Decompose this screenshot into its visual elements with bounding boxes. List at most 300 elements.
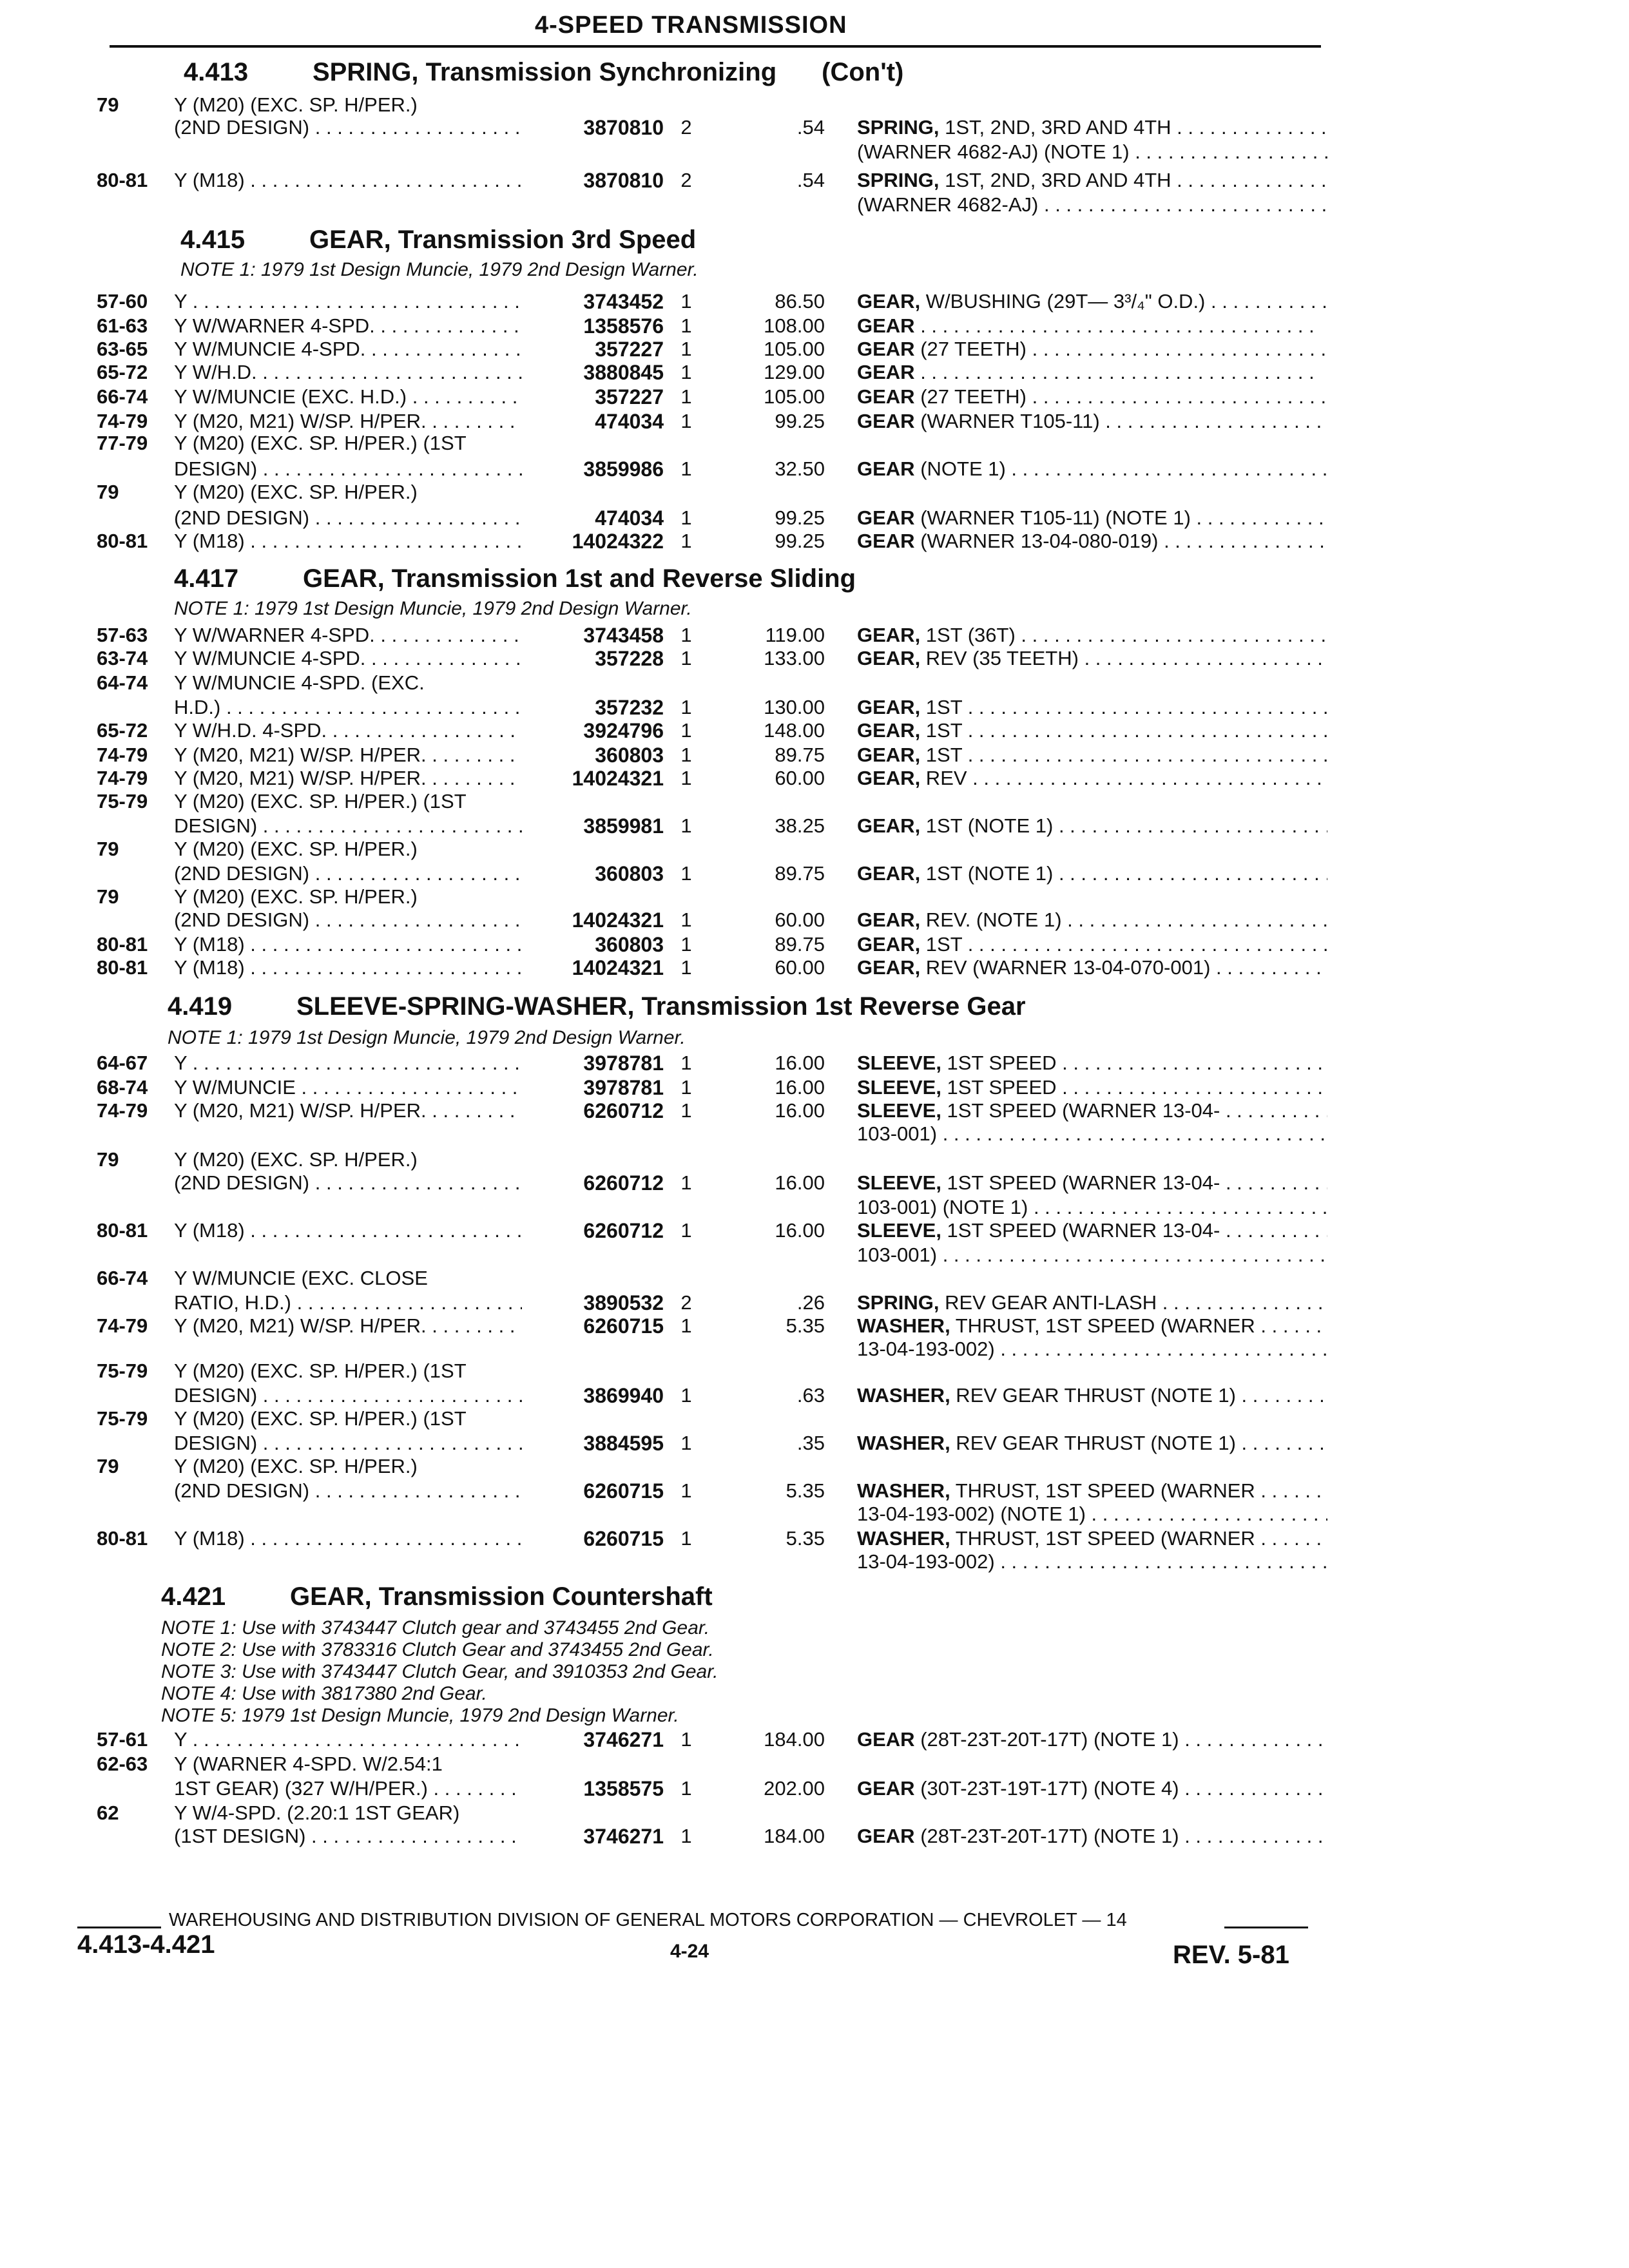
part-number: 14024321 <box>572 956 664 979</box>
application: Y W/MUNCIE . . . <box>174 1076 522 1099</box>
year-range: 79 <box>97 1455 119 1477</box>
application: (2ND DESIGN) . . . <box>174 506 522 530</box>
part-line <box>0 506 1629 532</box>
description: GEAR, REV (WARNER 13-04-070-001) . . . <box>857 956 1327 979</box>
part-number: 3890532 <box>583 1291 664 1314</box>
price: 5.35 <box>786 1527 825 1550</box>
application: Y (M20, M21) W/SP. H/PER. . . . <box>174 1099 522 1122</box>
price: 32.50 <box>775 457 825 480</box>
quantity: 1 <box>680 385 692 408</box>
part-line <box>0 193 1629 219</box>
application: Y W/MUNCIE 4-SPD. . . . <box>174 338 522 361</box>
part-number: 357227 <box>595 338 664 361</box>
part-line <box>0 290 1629 316</box>
section-4-419-heading <box>168 992 1026 1021</box>
application: (2ND DESIGN) . . . <box>174 908 522 932</box>
part-line <box>0 624 1629 649</box>
year-range: 66-74 <box>97 385 148 408</box>
application: Y (M20) (EXC. SP. H/PER.) <box>174 1148 418 1171</box>
part-line <box>0 1314 1629 1340</box>
description: 13-04-193-002) . . . <box>857 1338 1327 1361</box>
application: Y W/MUNCIE (EXC. H.D.) . . . <box>174 385 522 408</box>
part-line <box>0 1503 1629 1528</box>
section-note: NOTE 1: 1979 1st Design Muncie, 1979 2nd Design Warner. <box>168 1027 686 1048</box>
part-line <box>0 885 1629 911</box>
section-number: 4.417 <box>174 564 239 593</box>
part-line <box>0 116 1629 142</box>
year-range: 75-79 <box>97 1360 148 1382</box>
part-line <box>0 1384 1629 1410</box>
footer-page-number: 4-24 <box>670 1941 709 1962</box>
description: 103-001) . . . <box>857 1122 1327 1146</box>
price: .63 <box>796 1384 825 1407</box>
part-line <box>0 1479 1629 1505</box>
price: 184.00 <box>764 1825 825 1847</box>
part-line <box>0 481 1629 506</box>
part-line <box>0 647 1629 673</box>
description: 13-04-193-002) (NOTE 1) . . . <box>857 1503 1327 1526</box>
application: Y (M20, M21) W/SP. H/PER. . . . <box>174 1314 522 1338</box>
year-range: 63-65 <box>97 338 148 360</box>
application: Y . . . <box>174 1728 522 1751</box>
quantity: 1 <box>680 1219 692 1242</box>
description: GEAR, 1ST . . . <box>857 744 1327 767</box>
part-line <box>0 1148 1629 1174</box>
section-note: NOTE 1: 1979 1st Design Muncie, 1979 2nd Design Warner. <box>180 259 699 280</box>
description: GEAR (27 TEETH) . . . <box>857 385 1327 408</box>
application: (2ND DESIGN) . . . <box>174 1479 522 1503</box>
section-number: 4.419 <box>168 992 233 1021</box>
price: 16.00 <box>775 1076 825 1099</box>
description: GEAR (WARNER T105-11) . . . <box>857 410 1327 433</box>
section-note: NOTE 5: 1979 1st Design Muncie, 1979 2nd Design Warner. <box>161 1705 679 1726</box>
application: Y (M20, M21) W/SP. H/PER. . . . <box>174 767 522 790</box>
application: Y (M20) (EXC. SP. H/PER.) (1ST <box>174 790 467 812</box>
price: .35 <box>796 1432 825 1454</box>
application: Y (M20) (EXC. SP. H/PER.) <box>174 885 418 908</box>
application: (1ST DESIGN) . . . <box>174 1825 522 1848</box>
year-range: 79 <box>97 1148 119 1171</box>
page-title: 4-SPEED TRANSMISSION <box>535 12 847 39</box>
part-number: 474034 <box>595 506 664 530</box>
quantity: 1 <box>680 314 692 337</box>
part-line <box>0 1076 1629 1102</box>
year-range: 79 <box>97 93 119 116</box>
year-range: 75-79 <box>97 1407 148 1430</box>
price: 60.00 <box>775 908 825 931</box>
section-note: NOTE 1: 1979 1st Design Muncie, 1979 2nd Design Warner. <box>174 598 692 619</box>
part-line <box>0 361 1629 387</box>
description: GEAR . . . <box>857 314 1327 338</box>
part-number: 6260715 <box>583 1479 664 1503</box>
part-number: 14024321 <box>572 767 664 790</box>
application: DESIGN) . . . <box>174 1432 522 1455</box>
part-number: 1358576 <box>583 314 664 338</box>
year-range: 75-79 <box>97 790 148 812</box>
description: GEAR, 1ST (NOTE 1) . . . <box>857 814 1327 838</box>
price: 99.25 <box>775 410 825 432</box>
footer-revision: REV. 5-81 <box>1173 1941 1289 1969</box>
part-line <box>0 140 1629 166</box>
section-title: GEAR, Transmission Countershaft <box>290 1582 713 1611</box>
quantity: 1 <box>680 624 692 646</box>
part-number: 360803 <box>595 744 664 767</box>
application: Y (M18) . . . <box>174 530 522 553</box>
part-number: 3746271 <box>583 1825 664 1848</box>
description: GEAR (30T-23T-19T-17T) (NOTE 4) . . . <box>857 1777 1327 1800</box>
application: Y (M20, M21) W/SP. H/PER. . . . <box>174 744 522 767</box>
part-number: 6260712 <box>583 1171 664 1195</box>
description: GEAR (28T-23T-20T-17T) (NOTE 1) . . . <box>857 1825 1327 1848</box>
year-range: 80-81 <box>97 1527 148 1550</box>
price: 16.00 <box>775 1099 825 1122</box>
year-range: 62-63 <box>97 1753 148 1775</box>
application: Y . . . <box>174 1052 522 1075</box>
description: GEAR (NOTE 1) . . . <box>857 457 1327 481</box>
quantity: 1 <box>680 1728 692 1751</box>
part-number: 3869940 <box>583 1384 664 1407</box>
quantity: 2 <box>680 169 692 191</box>
section-note: NOTE 3: Use with 3743447 Clutch Gear, and 3910353 2nd Gear. <box>161 1661 718 1682</box>
part-line <box>0 1777 1629 1803</box>
year-range: 64-74 <box>97 671 148 694</box>
price: 89.75 <box>775 744 825 766</box>
price: 86.50 <box>775 290 825 312</box>
quantity: 1 <box>680 767 692 789</box>
quantity: 1 <box>680 1777 692 1800</box>
part-number: 360803 <box>595 933 664 956</box>
quantity: 1 <box>680 719 692 742</box>
description: GEAR, W/BUSHING (29T— 3³/₄" O.D.) . . . <box>857 290 1327 313</box>
section-4-421-heading <box>161 1582 713 1611</box>
section-4-415-heading <box>180 226 696 255</box>
year-range: 61-63 <box>97 314 148 337</box>
price: 99.25 <box>775 506 825 529</box>
description: GEAR, 1ST (36T) . . . <box>857 624 1327 647</box>
application: Y W/MUNCIE 4-SPD. (EXC. <box>174 671 425 694</box>
section-title: SLEEVE-SPRING-WASHER, Transmission 1st Reverse Gear <box>296 992 1026 1021</box>
quantity: 1 <box>680 1432 692 1454</box>
quantity: 1 <box>680 361 692 383</box>
description: SLEEVE, 1ST SPEED (WARNER 13-04- . . . <box>857 1171 1327 1195</box>
price: 184.00 <box>764 1728 825 1751</box>
application: 1ST GEAR) (327 W/H/PER.) . . . <box>174 1777 522 1800</box>
description: GEAR (WARNER 13-04-080-019) . . . <box>857 530 1327 553</box>
part-number: 1358575 <box>583 1777 664 1800</box>
quantity: 2 <box>680 1291 692 1314</box>
part-number: 3859986 <box>583 457 664 481</box>
part-number: 3978781 <box>583 1076 664 1099</box>
year-range: 74-79 <box>97 767 148 789</box>
part-line <box>0 790 1629 816</box>
application: Y W/MUNCIE 4-SPD. . . . <box>174 647 522 670</box>
part-number: 3859981 <box>583 814 664 838</box>
part-line <box>0 744 1629 769</box>
footer-rule <box>77 1927 161 1928</box>
quantity: 1 <box>680 1076 692 1099</box>
part-number: 357227 <box>595 385 664 408</box>
section-title: SPRING, Transmission Synchronizing <box>313 58 777 86</box>
part-line <box>0 314 1629 340</box>
year-range: 80-81 <box>97 1219 148 1242</box>
part-line <box>0 933 1629 959</box>
application: (2ND DESIGN) . . . <box>174 116 522 139</box>
application: DESIGN) . . . <box>174 457 522 481</box>
part-line <box>0 1219 1629 1245</box>
year-range: 62 <box>97 1802 119 1824</box>
part-number: 3743452 <box>583 290 664 313</box>
part-line <box>0 432 1629 457</box>
part-number: 357228 <box>595 647 664 670</box>
price: 89.75 <box>775 933 825 956</box>
quantity: 1 <box>680 862 692 885</box>
part-line <box>0 457 1629 483</box>
year-range: 80-81 <box>97 530 148 552</box>
description: GEAR (27 TEETH) . . . <box>857 338 1327 361</box>
part-line <box>0 862 1629 888</box>
price: 129.00 <box>764 361 825 383</box>
year-range: 57-63 <box>97 624 148 646</box>
quantity: 1 <box>680 1384 692 1407</box>
section-4-417-heading <box>174 564 856 593</box>
part-line <box>0 1825 1629 1850</box>
description: 103-001) (NOTE 1) . . . <box>857 1196 1327 1219</box>
part-line <box>0 1753 1629 1778</box>
price: 5.35 <box>786 1479 825 1502</box>
part-line <box>0 696 1629 722</box>
description: SLEEVE, 1ST SPEED . . . <box>857 1076 1327 1099</box>
description: SPRING, REV GEAR ANTI-LASH . . . <box>857 1291 1327 1314</box>
footer-section-range: 4.413-4.421 <box>77 1930 215 1959</box>
part-line <box>0 719 1629 745</box>
application: Y (M18) . . . <box>174 169 522 192</box>
section-number: 4.413 <box>184 58 249 86</box>
part-line <box>0 1122 1629 1148</box>
year-range: 57-60 <box>97 290 148 312</box>
section-note: NOTE 4: Use with 3817380 2nd Gear. <box>161 1683 487 1704</box>
price: 60.00 <box>775 767 825 789</box>
section-note: NOTE 1: Use with 3743447 Clutch gear and 3743455 2nd Gear. <box>161 1617 710 1639</box>
description: WASHER, THRUST, 1ST SPEED (WARNER . . . <box>857 1479 1327 1503</box>
description: GEAR, 1ST (NOTE 1) . . . <box>857 862 1327 885</box>
quantity: 1 <box>680 744 692 766</box>
application: DESIGN) . . . <box>174 1384 522 1407</box>
price: 89.75 <box>775 862 825 885</box>
part-number: 6260712 <box>583 1099 664 1122</box>
application: Y (WARNER 4-SPD. W/2.54:1 <box>174 1753 443 1775</box>
part-line <box>0 1407 1629 1433</box>
part-line <box>0 1244 1629 1269</box>
description: SPRING, 1ST, 2ND, 3RD AND 4TH . . . <box>857 116 1327 139</box>
part-line <box>0 385 1629 411</box>
part-line <box>0 1052 1629 1077</box>
price: 16.00 <box>775 1171 825 1194</box>
quantity: 1 <box>680 933 692 956</box>
part-number: 14024321 <box>572 908 664 932</box>
part-line <box>0 1291 1629 1317</box>
part-line <box>0 1099 1629 1125</box>
part-line <box>0 338 1629 363</box>
description: GEAR, REV (35 TEETH) . . . <box>857 647 1327 670</box>
application: DESIGN) . . . <box>174 814 522 838</box>
quantity: 1 <box>680 506 692 529</box>
part-number: 3743458 <box>583 624 664 647</box>
header-rule <box>110 45 1321 48</box>
application: Y W/WARNER 4-SPD. . . . <box>174 624 522 647</box>
quantity: 1 <box>680 956 692 979</box>
section-title: GEAR, Transmission 1st and Reverse Sliding <box>303 564 856 593</box>
application: Y (M20) (EXC. SP. H/PER.) <box>174 481 418 503</box>
part-line <box>0 93 1629 119</box>
part-line <box>0 838 1629 863</box>
year-range: 74-79 <box>97 744 148 766</box>
application: Y (M18) . . . <box>174 1219 522 1242</box>
description: WASHER, REV GEAR THRUST (NOTE 1) . . . <box>857 1384 1327 1407</box>
description: WASHER, THRUST, 1ST SPEED (WARNER . . . <box>857 1314 1327 1338</box>
quantity: 1 <box>680 1479 692 1502</box>
year-range: 79 <box>97 885 119 908</box>
quantity: 1 <box>680 457 692 480</box>
application: Y W/WARNER 4-SPD. . . . <box>174 314 522 338</box>
year-range: 80-81 <box>97 169 148 191</box>
year-range: 80-81 <box>97 933 148 956</box>
continued-label: (Con't) <box>822 58 904 86</box>
price: 105.00 <box>764 385 825 408</box>
part-number: 3884595 <box>583 1432 664 1455</box>
description: GEAR, REV . . . <box>857 767 1327 790</box>
price: .26 <box>796 1291 825 1314</box>
application: (2ND DESIGN) . . . <box>174 1171 522 1195</box>
application: Y (M18) . . . <box>174 933 522 956</box>
price: 16.00 <box>775 1219 825 1242</box>
quantity: 1 <box>680 1171 692 1194</box>
part-line <box>0 1728 1629 1754</box>
part-number: 3746271 <box>583 1728 664 1751</box>
price: 202.00 <box>764 1777 825 1800</box>
part-line <box>0 671 1629 697</box>
quantity: 1 <box>680 696 692 718</box>
price: .54 <box>796 116 825 139</box>
year-range: 64-67 <box>97 1052 148 1074</box>
application: Y (M20) (EXC. SP. H/PER.) <box>174 1455 418 1477</box>
year-range: 74-79 <box>97 410 148 432</box>
application: Y (M20) (EXC. SP. H/PER.) <box>174 838 418 860</box>
year-range: 80-81 <box>97 956 148 979</box>
application: H.D.) . . . <box>174 696 522 719</box>
part-line <box>0 1196 1629 1222</box>
description: WASHER, THRUST, 1ST SPEED (WARNER . . . <box>857 1527 1327 1550</box>
price: 99.25 <box>775 530 825 552</box>
quantity: 1 <box>680 1527 692 1550</box>
application: Y (M20) (EXC. SP. H/PER.) (1ST <box>174 1407 467 1430</box>
quantity: 1 <box>680 1099 692 1122</box>
application: Y (M20) (EXC. SP. H/PER.) <box>174 93 418 116</box>
part-number: 357232 <box>595 696 664 719</box>
quantity: 1 <box>680 814 692 837</box>
part-number: 6260715 <box>583 1527 664 1550</box>
section-number: 4.415 <box>180 226 246 254</box>
application: Y W/H.D. . . . <box>174 361 522 384</box>
part-number: 3870810 <box>583 169 664 192</box>
part-line <box>0 767 1629 793</box>
part-line <box>0 814 1629 840</box>
section-note: NOTE 2: Use with 3783316 Clutch Gear and 3743455 2nd Gear. <box>161 1639 714 1660</box>
price: 119.00 <box>765 624 825 646</box>
year-range: 74-79 <box>97 1314 148 1337</box>
year-range: 63-74 <box>97 647 148 669</box>
application: RATIO, H.D.) . . . <box>174 1291 522 1314</box>
part-number: 3870810 <box>583 116 664 139</box>
part-number: 3924796 <box>583 719 664 742</box>
year-range: 65-72 <box>97 361 148 383</box>
application: Y (M20, M21) W/SP. H/PER. . . . <box>174 410 522 433</box>
application: (2ND DESIGN) . . . <box>174 862 522 885</box>
price: .54 <box>796 169 825 191</box>
quantity: 1 <box>680 1825 692 1847</box>
part-line <box>0 1171 1629 1197</box>
part-line <box>0 1550 1629 1576</box>
description: (WARNER 4682-AJ) . . . <box>857 193 1327 216</box>
quantity: 2 <box>680 116 692 139</box>
price: 16.00 <box>775 1052 825 1074</box>
application: Y (M18) . . . <box>174 956 522 979</box>
application: Y W/MUNCIE (EXC. CLOSE <box>174 1267 428 1289</box>
year-range: 68-74 <box>97 1076 148 1099</box>
description: GEAR, 1ST . . . <box>857 933 1327 956</box>
part-line <box>0 1802 1629 1827</box>
description: (WARNER 4682-AJ) (NOTE 1) . . . <box>857 140 1327 164</box>
part-number: 14024322 <box>572 530 664 553</box>
description: 103-001) . . . <box>857 1244 1327 1267</box>
year-range: 77-79 <box>97 432 148 454</box>
part-line <box>0 956 1629 982</box>
price: 105.00 <box>764 338 825 360</box>
part-number: 474034 <box>595 410 664 433</box>
quantity: 1 <box>680 338 692 360</box>
description: SLEEVE, 1ST SPEED (WARNER 13-04- . . . <box>857 1099 1327 1122</box>
part-number: 3978781 <box>583 1052 664 1075</box>
description: SLEEVE, 1ST SPEED . . . <box>857 1052 1327 1075</box>
quantity: 1 <box>680 647 692 669</box>
year-range: 66-74 <box>97 1267 148 1289</box>
application: Y W/4-SPD. (2.20:1 1ST GEAR) <box>174 1802 460 1824</box>
part-number: 3880845 <box>583 361 664 384</box>
year-range: 79 <box>97 838 119 860</box>
description: GEAR, 1ST . . . <box>857 696 1327 719</box>
price: 130.00 <box>764 696 825 718</box>
footer-division: WAREHOUSING AND DISTRIBUTION DIVISION OF GENERAL MOTORS CORPORATION — CHEVROLET — 14 <box>169 1910 1127 1930</box>
year-range: 79 <box>97 481 119 503</box>
part-number: 6260715 <box>583 1314 664 1338</box>
application: Y (M20) (EXC. SP. H/PER.) (1ST <box>174 1360 467 1382</box>
application: Y (M18) . . . <box>174 1527 522 1550</box>
description: SLEEVE, 1ST SPEED (WARNER 13-04- . . . <box>857 1219 1327 1242</box>
year-range: 57-61 <box>97 1728 148 1751</box>
part-line <box>0 1360 1629 1385</box>
part-line <box>0 908 1629 934</box>
part-line <box>0 530 1629 555</box>
description: GEAR (28T-23T-20T-17T) (NOTE 1) . . . <box>857 1728 1327 1751</box>
price: 148.00 <box>764 719 825 742</box>
footer-rule <box>1224 1927 1308 1928</box>
year-range: 74-79 <box>97 1099 148 1122</box>
quantity: 1 <box>680 1052 692 1074</box>
part-line <box>0 1432 1629 1457</box>
quantity: 1 <box>680 530 692 552</box>
description: SPRING, 1ST, 2ND, 3RD AND 4TH . . . <box>857 169 1327 192</box>
section-title: GEAR, Transmission 3rd Speed <box>309 226 697 254</box>
description: WASHER, REV GEAR THRUST (NOTE 1) . . . <box>857 1432 1327 1455</box>
